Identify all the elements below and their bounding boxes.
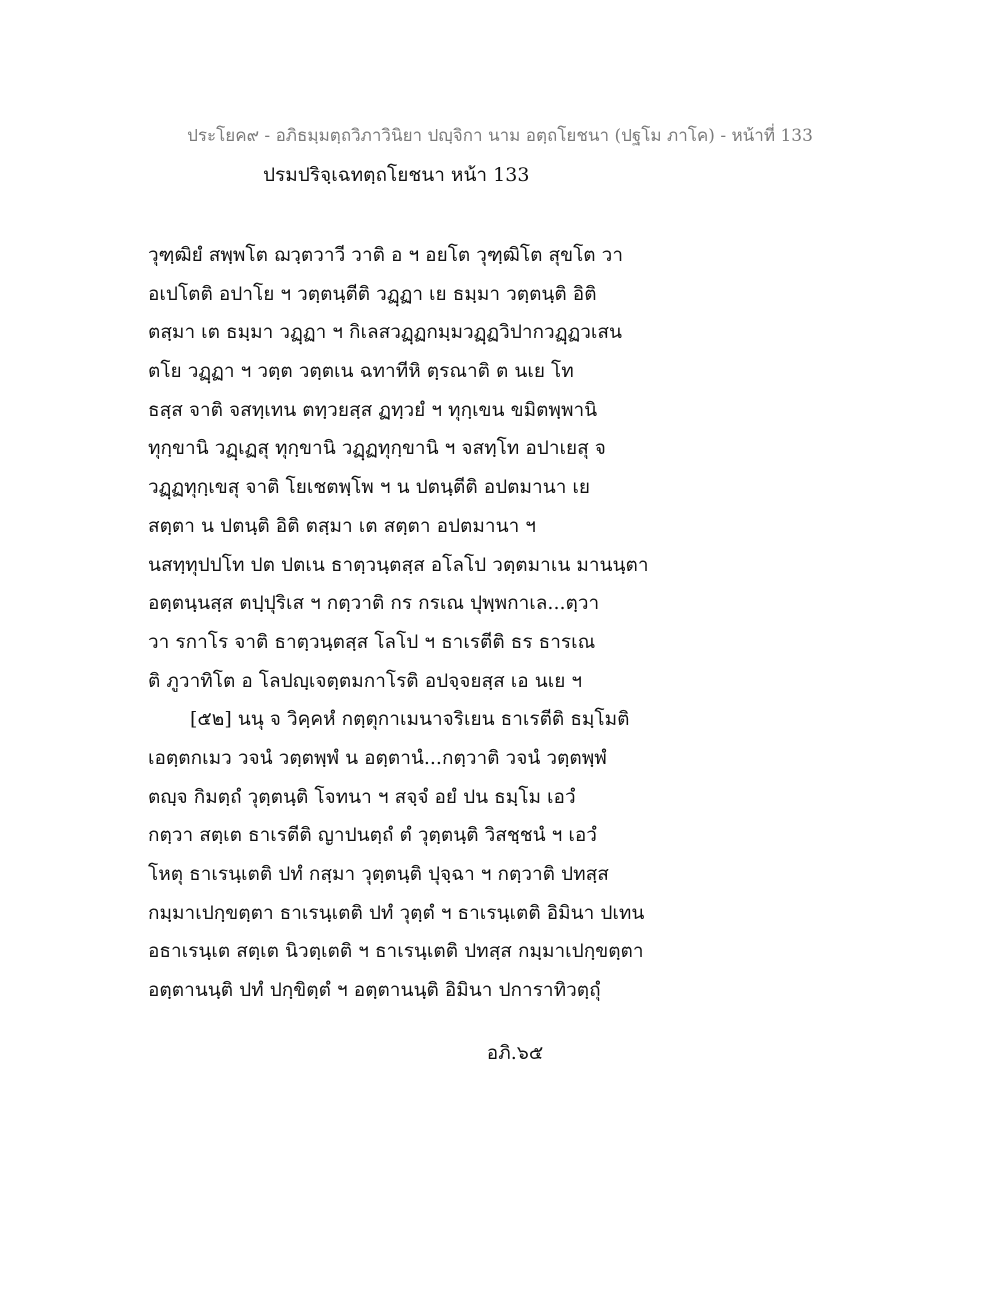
- text-line: กมฺมาเปกฺขตฺตา ธาเรนฺเตติ ปทํ วุตฺตํ ฯ ธาเรนฺเตติ อิมินา ปเทน: [148, 901, 645, 924]
- body-text: [148, 240, 708, 1014]
- running-header: ประโยค๙ - อภิธมฺมตฺถวิภาวินิยา ปญฺจิกา นาม อตฺถโยชนา (ปฐโม ภาโค) - หน้าที่ 133: [187, 126, 813, 146]
- text-line: อธาเรนฺเต สตฺเต นิวตฺเตติ ฯ ธาเรนฺเตติ ปทสฺส กมฺมาเปกฺขตฺตา: [148, 940, 644, 963]
- text-line: สตฺตา น ปตนฺติ อิติ ตสฺมา เต สตฺตา อปตมานา ฯ: [148, 514, 536, 537]
- text-line: กตฺวา สตฺเต ธาเรตีติ ญาปนตฺถํ ตํ วุตฺตนฺติ วิสชฺชนํ ฯ เอวํ: [148, 824, 597, 847]
- text-line: วา รกาโร จาติ ธาตฺวนฺตสฺส โลโป ฯ ธาเรตีติ ธร ธารเณ: [148, 630, 596, 653]
- text-line: ทุกฺขานิ วฏฺเฏสุ ทุกฺขานิ วฏฺฏทุกฺขานิ ฯ จสทฺโท อปาเยสุ จ: [148, 437, 606, 460]
- text-line: วฏฺฏทุกฺเขสุ จาติ โยเชตพฺโพ ฯ น ปตนฺตีติ อปตมานา เย: [148, 476, 591, 499]
- section-heading: ปรมปริจฺเฉทตฺถโยชนา หน้า 133: [263, 164, 530, 186]
- text-line: วุฑฺฒิยํ สพฺพโต ฌวฺตวาวี วาติ อ ฯ อยโต วุฑฺฒิโต สุขโต วา: [148, 244, 623, 266]
- text-line: นสทฺทุปปโท ปต ปตเน ธาตฺวนฺตสฺส อโลโป วตฺตมาเน มานนฺตา: [148, 553, 649, 576]
- text-line: ตโย วฏฺฏา ฯ วตฺต วตฺตเน ฉทาทีหิ ตฺรณาติ ต นเย โท: [148, 360, 574, 383]
- text-line: ตสฺมา เต ธมฺมา วฏฺฏา ฯ กิเลสวฏฺฏกมฺมวฏฺฏวิปากวฏฺฏวเสน: [148, 321, 622, 344]
- text-line: ธสฺส จาติ จสทฺเทน ตทฺวยสฺส ฏทฺวยํ ฯ ทุกฺเขน ขมิตพฺพานิ: [148, 398, 598, 421]
- text-line: เอตฺตกเมว วจนํ วตฺตพฺพํ น อตฺตานํ...กตฺวาติ วจนํ วตฺตพฺพํ: [148, 746, 607, 769]
- text-line: อเปโตติ อปาโย ฯ วตฺตนฺตีติ วฏฺฏา เย ธมฺมา วตฺตนฺติ อิติ: [148, 282, 597, 305]
- text-line: โหตุ ธาเรนฺเตติ ปทํ กสฺมา วุตฺตนฺติ ปุจฺฉา ฯ กตฺวาติ ปทสฺส: [148, 863, 609, 885]
- paragraph-start-line: [๕๒] นนุ จ วิคฺคหํ กตฺตุกาเมนาจริเยน ธาเรตีติ ธมฺโมติ: [190, 708, 630, 731]
- text-line: ตญฺจ กิมตฺถํ วุตฺตนฺติ โจทนา ฯ สจฺจํ อยํ ปน ธมฺโม เอวํ: [148, 785, 576, 808]
- page-footer-code: อภิ.๖๕: [486, 1042, 544, 1064]
- text-line: ติ ภูวาทิโต อ โลปญฺเจตฺตมกาโรติ อปจฺจยสฺส เอ นเย ฯ: [148, 669, 583, 692]
- text-line: อตฺตานนฺติ ปทํ ปกฺขิตฺตํ ฯ อตฺตานนฺติ อิมินา ปการาทิวตฺถุํ: [148, 979, 601, 1002]
- text-line: อตฺตนฺนสฺส ตปฺปุริเส ฯ กตฺวาติ กร กรเณ ปุพฺพกาเล...ตฺวา: [148, 592, 600, 615]
